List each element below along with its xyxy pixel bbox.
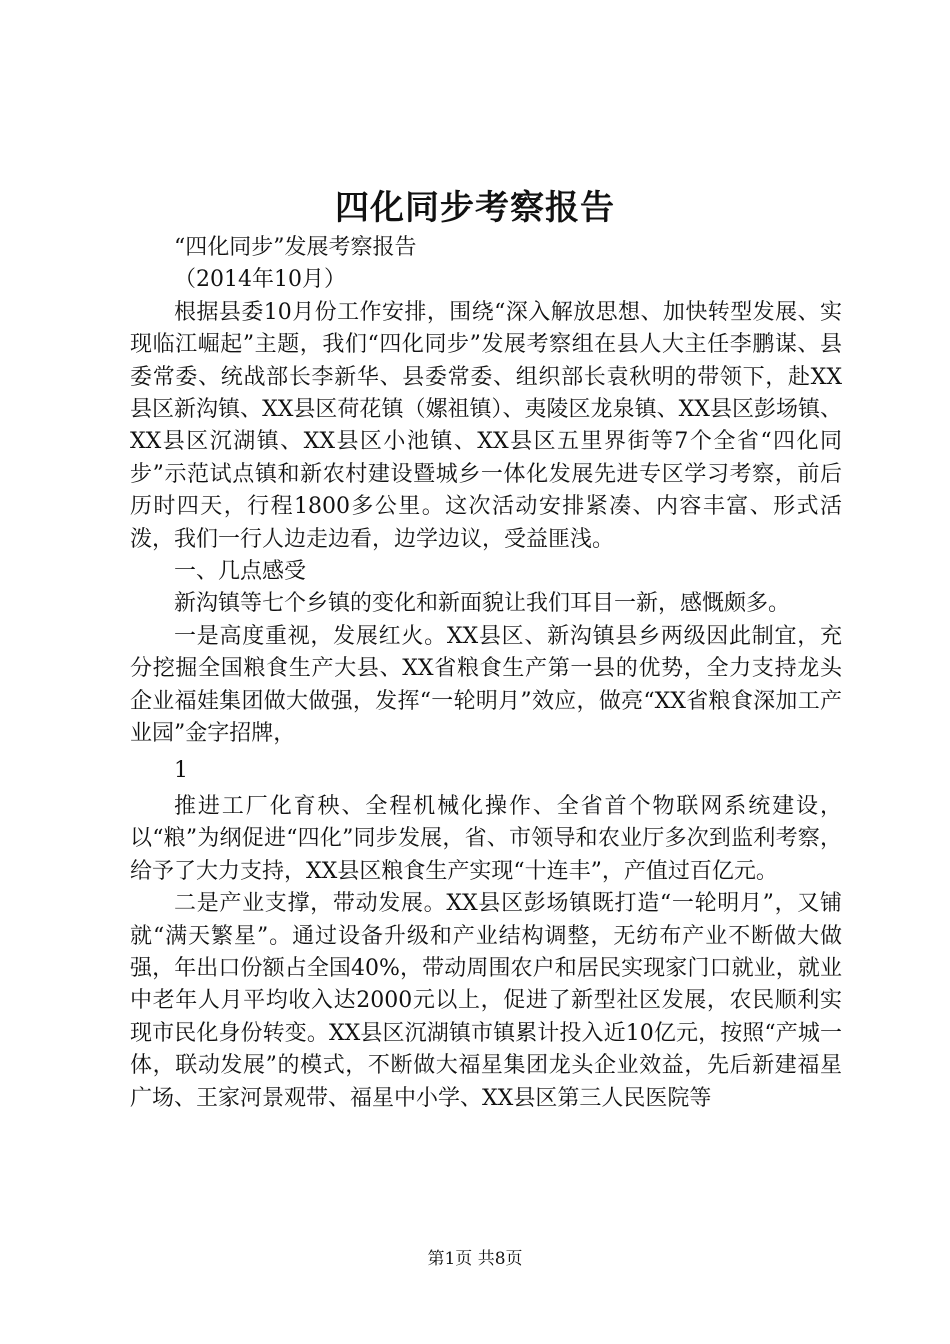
document-title: 四化同步考察报告 xyxy=(335,188,615,228)
report-subtitle: “四化同步”发展考察报告 xyxy=(174,235,417,260)
paragraph-point-two: 二是产业支撑，带动发展。XX县区彭场镇既打造“一轮明月”，又铺就“满天繁星”。通过设备升级和产业结构调整，无纺布产业不断做大做强，年出口份额占全国40%，带动周围农户和居民实现家门口就业，就业中老年人月平均收入达2000元以上，促进了新型社区发展，农民顺利实现市民化身份转变。XX县区沉湖镇市镇累计投入近10亿元，按照“产城一体，联动发展”的模式，不断做大福星集团龙头企业效益，先后新建福星广场、王家河景观带、福星中小学、XX县区第三人民医院等 xyxy=(130,891,842,1111)
paragraph-intro: 根据县委10月份工作安排，围绕“深入解放思想、加快转型发展、实现临江崛起”主题，我们“四化同步”发展考察组在县人大主任李鹏谋、县委常委、统战部长李新华、县委常委、组织部长袁秋明的带领下，赴XX县区新沟镇、XX县区荷花镇（嫘祖镇）、夷陵区龙泉镇、XX县区彭场镇、XX县区沉湖镇、XX县区小池镇、XX县区五里界街等7个全省“四化同步”示范试点镇和新农村建设暨城乡一体化发展先进专区学习考察，前后历时四天，行程1800多公里。这次活动安排紧凑、内容丰富、形式活泼，我们一行人边走边看，边学边议，受益匪浅。 xyxy=(130,299,842,552)
paragraph-point-one: 一是高度重视，发展红火。XX县区、新沟镇县乡两级因此制宜，充分挖掘全国粮食生产大县、XX省粮食生产第一县的优势，全力支持龙头企业福娃集团做大做强，发挥“一轮明月”效应，做亮“XX省粮食深加工产业园”金字招牌， xyxy=(130,623,842,747)
paragraph-impression: 新沟镇等七个乡镇的变化和新面貌让我们耳目一新，感慨颇多。 xyxy=(174,591,791,617)
report-date: （2014年10月） xyxy=(174,267,346,293)
inline-page-number: 1 xyxy=(174,757,188,783)
section-heading: 一、几点感受 xyxy=(174,559,307,585)
page-footer: 第1页 共8页 xyxy=(427,1249,523,1269)
paragraph-point-one-cont: 推进工厂化育秧、全程机械化操作、全省首个物联网系统建设，以“粮”为纲促进“四化”同步发展，省、市领导和农业厅多次到监利考察，给予了大力支持，XX县区粮食生产实现“十连丰”，产值过百亿元。 xyxy=(130,793,842,884)
document-body xyxy=(130,232,842,1115)
